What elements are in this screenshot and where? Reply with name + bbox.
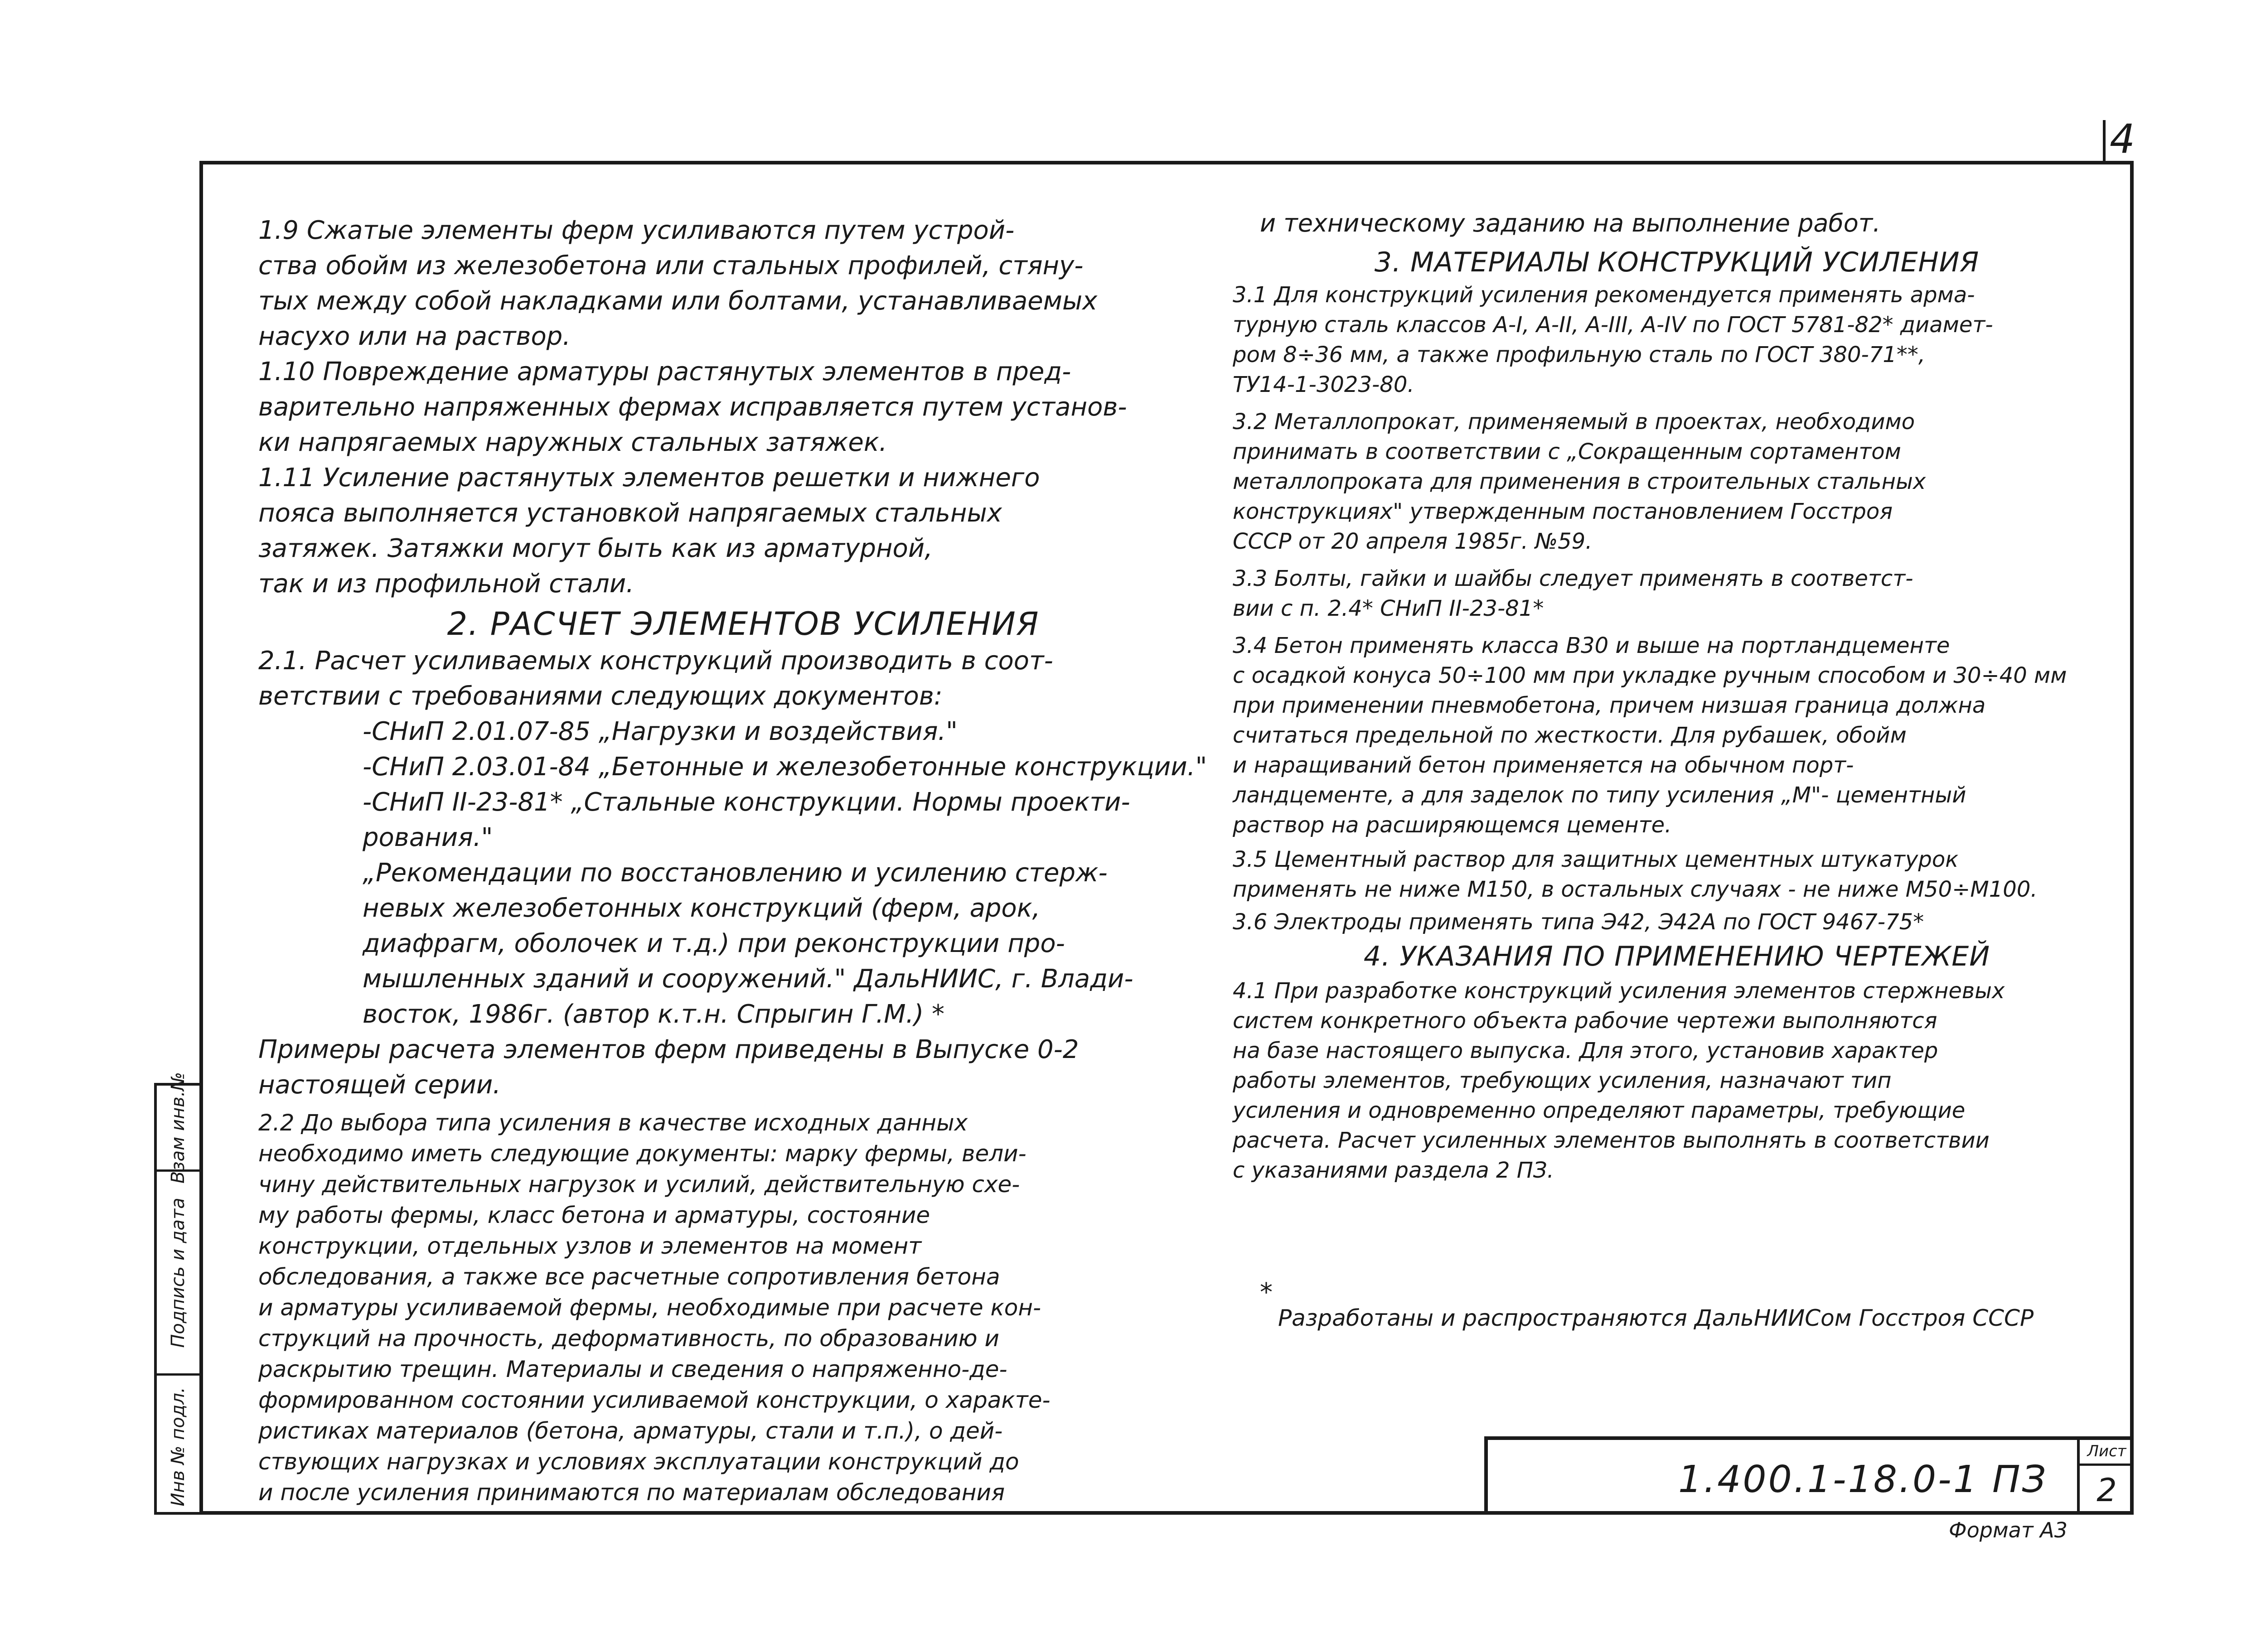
text-line: принимать в соответствии с „Сокращенным сортаментом [1233, 439, 1901, 464]
left-column [258, 213, 1228, 1508]
text-line: 1.9 Сжатые элементы ферм усиливаются путем устрой- [258, 216, 1015, 245]
corner-tick [2103, 120, 2106, 163]
text-line: му работы фермы, класс бетона и арматуры, состояние [258, 1202, 930, 1228]
strip-cell-replace-inv [157, 1072, 199, 1183]
footnote [1278, 1300, 2034, 1336]
text-line: ствующих нагрузках и условиях эксплуатации конструкций до [258, 1449, 1019, 1475]
recommendation-line: „Рекомендации по восстановлению и усилению стерж- [363, 858, 1108, 888]
text-line: и после усиления принимаются по материалам обследования [258, 1479, 1005, 1506]
section4-heading: 4. УКАЗАНИЯ ПО ПРИМЕНЕНИЮ ЧЕРТЕЖЕЙ [1363, 941, 1990, 972]
text-line: раствор на расширяющемся цементе. [1233, 812, 1672, 838]
sheet-number: 2 [2097, 1472, 2117, 1509]
text-line: 3.1 Для конструкций усиления рекомендуется применять арма- [1233, 282, 1975, 308]
text-line: ристиках материалов (бетона, арматуры, стали и т.п.), о дей- [258, 1418, 1003, 1444]
recommendation-line: диафрагм, оболочек и т.д.) при реконструкции про- [363, 929, 1065, 958]
text-line: с указаниями раздела 2 ПЗ. [1233, 1158, 1554, 1183]
text-line: ства обойм из железобетона или стальных профилей, стяну- [258, 251, 1084, 280]
text-line: металлопроката для применения в строительных стальных [1233, 469, 1926, 494]
text-line: применять не ниже М150, в остальных случаях - не ниже М50÷М100. [1233, 877, 2038, 902]
text-line: чину действительных нагрузок и усилий, действительную схе- [258, 1171, 1020, 1198]
text-line: 3.6 Электроды применять типа Э42, Э42А по ГОСТ 9467-75* [1233, 909, 1924, 935]
text-line: и техническому заданию на выполнение работ. [1260, 209, 1881, 237]
text-line: ландцементе, а для заделок по типу усиления „М"- цементный [1233, 783, 1966, 808]
section2-heading: 2. РАСЧЕТ ЭЛЕМЕНТОВ УСИЛЕНИЯ [447, 605, 1040, 642]
text-line: насухо или на раствор. [258, 322, 571, 351]
text-line: конструкциях" утвержденным постановлением Госстроя [1233, 499, 1893, 524]
text-line: 3.3 Болты, гайки и шайбы следует применять в соответст- [1233, 566, 1913, 591]
text-line: 1.11 Усиление растянутых элементов решетки и нижнего [258, 463, 1040, 493]
text-line: усиления и одновременно определяют параметры, требующие [1233, 1098, 1966, 1123]
strip-label-signature-date: Подпись и дата [168, 1197, 189, 1348]
recommendation-line: восток, 1986г. (автор к.т.н. Спрыгин Г.М.) * [363, 1000, 945, 1029]
text-line: пояса выполняется установкой напрягаемых стальных [258, 498, 1002, 528]
text-line: расчета. Расчет усиленных элементов выполнять в соответствии [1233, 1128, 1990, 1153]
strip-cell-inv-original [157, 1376, 199, 1517]
side-stamp-strip [154, 1072, 199, 1515]
text-line: формированном состоянии усиливаемой конструкции, о характе- [258, 1387, 1051, 1413]
strip-cell-signature-date [157, 1172, 199, 1376]
text-line: обследования, а также все расчетные сопротивления бетона [258, 1264, 1000, 1290]
recommendation-line: невых железобетонных конструкций (ферм, арок, [363, 894, 1041, 923]
text-line: ветствии с требованиями следующих документов: [258, 681, 943, 711]
text-line: 3.5 Цементный раствор для защитных цементных штукатурок [1233, 847, 1959, 872]
text-line: и наращиваний бетон применяется на обычном порт- [1233, 753, 1854, 778]
text-line: 2.2 До выбора типа усиления в качестве исходных данных [258, 1110, 968, 1136]
text-line: конструкции, отдельных узлов и элементов на момент [258, 1233, 922, 1259]
text-line: работы элементов, требующих усиления, назначают тип [1233, 1068, 1892, 1093]
text-line: турную сталь классов А-I, А-II, А-III, А-IV по ГОСТ 5781-82* диамет- [1233, 312, 1993, 338]
text-line: 2.1. Расчет усиливаемых конструкций производить в соот- [258, 646, 1053, 676]
text-line: ТУ14-1-3023-80. [1233, 372, 1414, 397]
reference-line: -СНиП 2.01.07-85 „Нагрузки и воздействия." [363, 717, 958, 746]
text-line: считаться предельной по жесткости. Для рубашек, обойм [1233, 723, 1907, 748]
text-line: СССР от 20 апреля 1985г. №59. [1233, 529, 1593, 554]
text-line: ки напрягаемых наружных стальных затяжек. [258, 428, 887, 457]
text-line: так и из профильной стали. [258, 569, 634, 599]
format-label: Формат А3 [1949, 1518, 2067, 1542]
reference-line: -СНиП 2.03.01-84 „Бетонные и железобетонные конструкции." [363, 752, 1207, 782]
text-line: при применении пневмобетона, причем низшая граница должна [1233, 693, 1986, 718]
text-line: на базе настоящего выпуска. Для этого, установив характер [1233, 1038, 1938, 1063]
document-code: 1.400.1-18.0-1 ПЗ [1678, 1458, 2048, 1501]
sheet-label: Лист [2080, 1440, 2134, 1466]
reference-line: -СНиП II-23-81* „Стальные конструкции. Нормы проекти- [363, 787, 1130, 817]
title-block [1484, 1436, 2134, 1515]
reference-line: рования." [363, 823, 493, 852]
strip-label-inv-original: Инв № подл. [168, 1386, 189, 1507]
right-column [1233, 208, 2121, 1185]
text-line: раскрытию трещин. Материалы и сведения о напряженно-де- [258, 1356, 1007, 1382]
text-line: Примеры расчета элементов ферм приведены в Выпуске 0-2 [258, 1035, 1079, 1064]
text-line: 3.4 Бетон применять класса В30 и выше на портландцементе [1233, 633, 1950, 658]
text-line: тых между собой накладками или болтами, устанавливаемых [258, 286, 1098, 316]
sheet-corner-number: 4 [2110, 116, 2135, 162]
text-line: ром 8÷36 мм, а также профильную сталь по ГОСТ 380-71**, [1233, 342, 1926, 367]
text-line: 3.2 Металлопрокат, применяемый в проектах, необходимо [1233, 409, 1915, 435]
footnote-text: Разработаны и распространяются ДальНИИСом Госстроя СССР [1278, 1305, 2034, 1331]
text-line: струкций на прочность, деформативность, по образованию и [258, 1325, 999, 1352]
text-line: 1.10 Повреждение арматуры растянутых элементов в пред- [258, 357, 1071, 386]
section3-heading: 3. МАТЕРИАЛЫ КОНСТРУКЦИЙ УСИЛЕНИЯ [1374, 246, 1980, 278]
text-line: 4.1 При разработке конструкций усиления элементов стержневых [1233, 978, 2005, 1004]
footnote-mark: * [1260, 1278, 1273, 1307]
text-line: затяжек. Затяжки могут быть как из арматурной, [258, 534, 933, 563]
text-line: с осадкой конуса 50÷100 мм при укладке ручным способом и 30÷40 мм [1233, 663, 2067, 688]
sheet-cell [2077, 1440, 2134, 1515]
recommendation-line: мышленных зданий и сооружений." ДальНИИС, г. Влади- [363, 964, 1133, 994]
text-line: настоящей серии. [258, 1070, 501, 1100]
text-line: и арматуры усиливаемой фермы, необходимые при расчете кон- [258, 1295, 1041, 1321]
text-line: вии с п. 2.4* СНиП II-23-81* [1233, 596, 1544, 621]
strip-label-replace-inv: Взам инв.№ [168, 1072, 189, 1183]
text-line: систем конкретного объекта рабочие чертежи выполняются [1233, 1008, 1937, 1034]
text-line: необходимо иметь следующие документы: марку фермы, вели- [258, 1140, 1026, 1167]
text-line: варительно напряженных фермах исправляется путем установ- [258, 392, 1127, 422]
